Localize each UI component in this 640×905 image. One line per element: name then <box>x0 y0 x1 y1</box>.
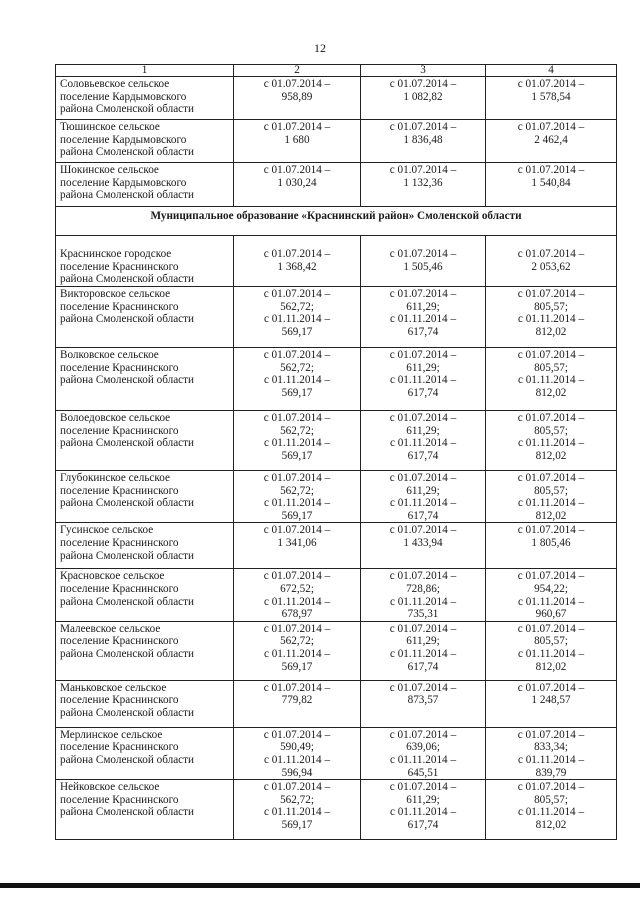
tariff-cell-c2 <box>234 287 361 348</box>
tariff-value-line: 611,29; <box>406 361 440 374</box>
tariff-value-line: 562,72; <box>280 793 314 806</box>
settlement-name-cell <box>56 236 234 287</box>
tariff-cell-c3 <box>361 569 486 621</box>
tariff-value-line: 569,17 <box>281 386 313 399</box>
table-row <box>56 348 617 411</box>
tariff-value-line: с 01.07.2014 – <box>517 164 585 176</box>
tariff-value-line: 1 505,46 <box>403 260 443 273</box>
tariff-value-line: с 01.11.2014 – <box>389 437 457 450</box>
tariff-cell-c3 <box>361 621 486 680</box>
settlement-name-line: поселение Краснинского <box>60 793 179 806</box>
tariff-value-line: 569,17 <box>281 509 313 522</box>
tariff-value-line: 617,74 <box>407 660 439 673</box>
tariff-value-line: 805,57; <box>534 484 568 497</box>
tariff-cell-c2 <box>234 680 361 727</box>
tariff-value-line: с 01.07.2014 – <box>263 164 331 176</box>
tariff-cell-c2 <box>234 471 361 523</box>
column-header-2: 2 <box>234 65 361 77</box>
tariff-cell-c3 <box>361 77 486 120</box>
settlement-name-line: района Смоленской области <box>60 146 195 159</box>
tariff-value-line: с 01.07.2014 – <box>389 781 457 794</box>
tariff-value-line: 678,97 <box>281 608 313 621</box>
tariff-value-line: 611,29; <box>406 484 440 497</box>
column-header-3: 3 <box>361 65 486 77</box>
tariff-value-line: с 01.07.2014 – <box>389 121 457 133</box>
tariff-cell-c4 <box>486 523 617 569</box>
tariff-cell-c3 <box>361 236 486 287</box>
settlement-name-line: района Смоленской области <box>60 647 195 660</box>
tariff-value-line: 954,22; <box>534 582 568 595</box>
settlement-name-cell <box>56 523 234 569</box>
tariff-value-line: с 01.07.2014 – <box>389 524 457 537</box>
tariff-value-line: с 01.11.2014 – <box>263 313 331 326</box>
tariff-value-line: 617,74 <box>407 509 439 522</box>
settlement-name-line: Тюшинское сельское <box>60 121 160 133</box>
tariff-value-line: 779,82 <box>281 694 313 707</box>
tariff-cell-c3 <box>361 163 486 207</box>
tariff-value-line: 617,74 <box>407 449 439 462</box>
tariff-value-line: 1 540,84 <box>531 176 571 189</box>
settlement-name-line: района Смоленской области <box>60 706 195 719</box>
settlement-name-line: района Смоленской области <box>60 103 195 116</box>
tariff-value-line: с 01.07.2014 – <box>263 472 331 484</box>
tariff-value-line: 639,06; <box>406 741 440 754</box>
tariff-value-line: 672,52; <box>280 582 314 595</box>
table-header <box>56 65 617 77</box>
table-body-krasninsky <box>56 236 617 840</box>
tariff-value-line: с 01.07.2014 – <box>389 349 457 361</box>
settlement-name-line: поселение Краснинского <box>60 484 179 497</box>
tariff-value-line: с 01.07.2014 – <box>263 248 331 260</box>
tariff-cell-c2 <box>234 523 361 569</box>
table-row <box>56 287 617 348</box>
settlement-name-cell <box>56 621 234 680</box>
tariff-cell-c3 <box>361 348 486 411</box>
settlement-name-cell <box>56 77 234 120</box>
tariff-value-line: с 01.07.2014 – <box>517 78 585 90</box>
tariff-value-line: 1 368,42 <box>277 260 317 273</box>
tariff-value-line: с 01.07.2014 – <box>389 78 457 90</box>
column-header-1: 1 <box>56 65 234 77</box>
tariff-value-line: 1 836,48 <box>403 133 443 146</box>
settlement-name-line: поселение Кардымовского <box>60 176 187 189</box>
tariff-value-line: 1 132,36 <box>403 176 443 189</box>
section-header-body <box>56 207 617 236</box>
tariff-value-line: 812,02 <box>535 386 567 399</box>
settlement-name-cell <box>56 120 234 163</box>
settlement-name-line: поселение Краснинского <box>60 260 179 273</box>
tariff-value-line: 1 805,46 <box>531 536 571 549</box>
tariff-value-line: 562,72; <box>280 361 314 374</box>
settlement-name-line: Викторовское сельское <box>60 288 171 300</box>
settlement-name-line: Шокинское сельское <box>60 164 159 176</box>
tariff-cell-c2 <box>234 569 361 621</box>
tariff-value-line: 873,57 <box>407 694 439 707</box>
settlement-name-line: Волковское сельское <box>60 349 159 361</box>
table-row <box>56 569 617 621</box>
tariff-value-line: 805,57; <box>534 793 568 806</box>
tariff-value-line: с 01.07.2014 – <box>263 681 331 694</box>
tariff-value-line: с 01.07.2014 – <box>517 472 585 484</box>
tariff-value-line: с 01.07.2014 – <box>389 570 457 583</box>
tariff-value-line: с 01.07.2014 – <box>263 728 331 741</box>
table-row <box>56 471 617 523</box>
tariff-value-line: с 01.07.2014 – <box>263 121 331 133</box>
tariff-value-line: 958,89 <box>281 90 313 103</box>
settlement-name-line: района Смоленской области <box>60 189 195 202</box>
tariff-value-line: с 01.07.2014 – <box>517 681 585 694</box>
tariff-cell-c3 <box>361 727 486 779</box>
tariff-cell-c4 <box>486 411 617 471</box>
tariff-cell-c2 <box>234 120 361 163</box>
settlement-name-line: Мерлинское сельское <box>60 728 163 741</box>
table-row <box>56 163 617 207</box>
tariff-value-line: 839,79 <box>535 766 567 779</box>
tariff-cell-c2 <box>234 621 361 680</box>
settlement-name-line: поселение Кардымовского <box>60 133 187 146</box>
settlement-name-line: района Смоленской области <box>60 753 195 766</box>
tariff-value-line: 728,86; <box>406 582 440 595</box>
tariff-value-line: 611,29; <box>406 793 440 806</box>
tariff-value-line: 805,57; <box>534 361 568 374</box>
settlement-name-line: поселение Краснинского <box>60 694 179 707</box>
tariff-cell-c3 <box>361 120 486 163</box>
settlement-name-line: района Смоленской области <box>60 374 195 387</box>
tariff-value-line: 812,02 <box>535 325 567 338</box>
tariff-value-line: 569,17 <box>281 449 313 462</box>
settlement-name-cell <box>56 727 234 779</box>
tariff-value-line: с 01.11.2014 – <box>263 437 331 450</box>
table-row <box>56 621 617 680</box>
settlement-name-line: района Смоленской области <box>60 595 195 608</box>
tariff-value-line: 562,72; <box>280 300 314 313</box>
tariff-value-line: с 01.07.2014 – <box>389 472 457 484</box>
tariff-value-line: с 01.11.2014 – <box>263 595 331 608</box>
tariff-value-line: 1 680 <box>284 133 310 146</box>
table-row <box>56 120 617 163</box>
tariff-cell-c4 <box>486 77 617 120</box>
tariff-cell-c2 <box>234 727 361 779</box>
tariff-value-line: с 01.07.2014 – <box>263 412 331 424</box>
tariff-value-line: с 01.07.2014 – <box>389 681 457 694</box>
tariff-cell-c2 <box>234 163 361 207</box>
tariff-value-line: с 01.11.2014 – <box>263 806 331 819</box>
tariff-cell-c3 <box>361 471 486 523</box>
page-number: 12 <box>314 41 326 55</box>
tariff-value-line: с 01.07.2014 – <box>263 622 331 635</box>
settlement-name-line: района Смоленской области <box>60 497 195 510</box>
tariff-value-line: 2 462,4 <box>534 133 568 146</box>
settlement-name-line: Соловьевское сельское <box>60 78 170 90</box>
tariff-value-line: 1 030,24 <box>277 176 317 189</box>
tariff-value-line: 805,57; <box>534 635 568 648</box>
settlement-name-line: района Смоленской области <box>60 806 195 819</box>
tariff-value-line: с 01.07.2014 – <box>263 570 331 583</box>
tariff-value-line: с 01.07.2014 – <box>517 570 585 583</box>
tariff-value-line: с 01.07.2014 – <box>517 622 585 635</box>
tariff-cell-c3 <box>361 780 486 840</box>
settlement-name-line: Маньковское сельское <box>60 681 167 694</box>
tariff-value-line: 1 082,82 <box>403 90 443 103</box>
tariff-cell-c4 <box>486 287 617 348</box>
settlement-name-line: поселение Краснинского <box>60 635 179 648</box>
tariff-cell-c4 <box>486 727 617 779</box>
tariff-value-line: 1 248,57 <box>531 694 571 707</box>
header-row <box>56 65 617 77</box>
bottom-divider <box>0 883 640 888</box>
tariff-value-line: 805,57; <box>534 424 568 437</box>
table-row <box>56 523 617 569</box>
tariff-value-line: 596,94 <box>281 766 313 779</box>
table-row <box>56 680 617 727</box>
tariff-value-line: с 01.07.2014 – <box>517 288 585 300</box>
tariff-value-line: 562,72; <box>280 484 314 497</box>
settlement-name-line: Гусинское сельское <box>60 524 154 537</box>
tariff-value-line: с 01.11.2014 – <box>389 313 457 326</box>
tariff-value-line: с 01.07.2014 – <box>389 164 457 176</box>
tariff-cell-c2 <box>234 411 361 471</box>
tariff-value-line: с 01.07.2014 – <box>517 248 585 260</box>
table-row <box>56 411 617 471</box>
tariff-value-line: 611,29; <box>406 635 440 648</box>
tariff-value-line: 1 341,06 <box>277 536 317 549</box>
tariff-value-line: с 01.11.2014 – <box>263 497 331 510</box>
tariff-value-line: с 01.11.2014 – <box>517 595 585 608</box>
tariff-value-line: с 01.11.2014 – <box>517 437 585 450</box>
tariff-value-line: 562,72; <box>280 424 314 437</box>
tariff-value-line: 735,31 <box>407 608 439 621</box>
tariff-value-line: с 01.11.2014 – <box>389 647 457 660</box>
table-row <box>56 77 617 120</box>
tariff-value-line: с 01.07.2014 – <box>263 78 331 90</box>
settlement-name-cell <box>56 569 234 621</box>
tariff-value-line: с 01.07.2014 – <box>389 248 457 260</box>
tariff-value-line: с 01.11.2014 – <box>263 374 331 387</box>
tariff-cell-c4 <box>486 680 617 727</box>
settlement-name-line: поселение Кардымовского <box>60 90 187 103</box>
tariff-value-line: с 01.07.2014 – <box>263 781 331 794</box>
settlement-name-cell <box>56 471 234 523</box>
settlement-name-cell <box>56 680 234 727</box>
tariff-value-line: 812,02 <box>535 818 567 831</box>
tariff-value-line: 812,02 <box>535 660 567 673</box>
tariff-value-line: с 01.11.2014 – <box>389 374 457 387</box>
settlement-name-cell <box>56 411 234 471</box>
tariff-value-line: с 01.07.2014 – <box>517 781 585 794</box>
tariff-value-line: 617,74 <box>407 386 439 399</box>
tariff-value-line: 611,29; <box>406 300 440 313</box>
tariff-value-line: с 01.07.2014 – <box>263 524 331 537</box>
tariff-value-line: 590,49; <box>280 741 314 754</box>
tariff-value-line: с 01.07.2014 – <box>517 121 585 133</box>
settlement-name-cell <box>56 348 234 411</box>
tariff-value-line: 617,74 <box>407 325 439 338</box>
settlement-name-line: поселение Краснинского <box>60 582 179 595</box>
tariff-cell-c2 <box>234 77 361 120</box>
tariff-table <box>55 64 617 840</box>
tariff-value-line: 645,51 <box>407 766 439 779</box>
settlement-name-line: поселение Краснинского <box>60 424 179 437</box>
tariff-cell-c2 <box>234 348 361 411</box>
section-row <box>56 207 617 236</box>
tariff-value-line: с 01.07.2014 – <box>517 349 585 361</box>
tariff-value-line: 833,34; <box>534 741 568 754</box>
settlement-name-line: поселение Краснинского <box>60 300 179 313</box>
tariff-value-line: с 01.07.2014 – <box>517 412 585 424</box>
settlement-name-line: района Смоленской области <box>60 549 195 562</box>
tariff-value-line: с 01.11.2014 – <box>517 313 585 326</box>
tariff-cell-c4 <box>486 780 617 840</box>
tariff-cell-c2 <box>234 780 361 840</box>
tariff-value-line: 1 433,94 <box>403 536 443 549</box>
tariff-cell-c4 <box>486 471 617 523</box>
tariff-value-line: с 01.11.2014 – <box>517 374 585 387</box>
tariff-value-line: с 01.11.2014 – <box>263 753 331 766</box>
tariff-value-line: 812,02 <box>535 449 567 462</box>
tariff-value-line: с 01.11.2014 – <box>389 497 457 510</box>
table-row <box>56 727 617 779</box>
settlement-name-line: поселение Краснинского <box>60 536 179 549</box>
tariff-value-line: 611,29; <box>406 424 440 437</box>
tariff-cell-c4 <box>486 120 617 163</box>
tariff-value-line: с 01.07.2014 – <box>263 349 331 361</box>
settlement-name-line: района Смоленской области <box>60 313 195 326</box>
tariff-value-line: 1 578,54 <box>531 90 571 103</box>
settlement-name-line: района Смоленской области <box>60 273 195 286</box>
tariff-value-line: с 01.11.2014 – <box>517 806 585 819</box>
tariff-value-line: с 01.11.2014 – <box>517 497 585 510</box>
tariff-value-line: с 01.07.2014 – <box>263 288 331 300</box>
column-header-4: 4 <box>486 65 617 77</box>
tariff-value-line: 960,67 <box>535 608 567 621</box>
settlement-name-line: Краснинское городское <box>60 248 172 260</box>
tariff-value-line: с 01.07.2014 – <box>389 728 457 741</box>
tariff-value-line: с 01.11.2014 – <box>263 647 331 660</box>
tariff-value-line: 562,72; <box>280 635 314 648</box>
settlement-name-cell <box>56 287 234 348</box>
settlement-name-line: Красновское сельское <box>60 570 165 583</box>
table-row <box>56 236 617 287</box>
tariff-value-line: 617,74 <box>407 818 439 831</box>
tariff-value-line: с 01.07.2014 – <box>517 524 585 537</box>
settlement-name-cell <box>56 780 234 840</box>
tariff-cell-c4 <box>486 621 617 680</box>
tariff-cell-c4 <box>486 236 617 287</box>
tariff-value-line: 569,17 <box>281 818 313 831</box>
settlement-name-line: Малеевское сельское <box>60 622 161 635</box>
tariff-value-line: с 01.11.2014 – <box>389 753 457 766</box>
tariff-cell-c3 <box>361 523 486 569</box>
tariff-value-line: с 01.07.2014 – <box>389 288 457 300</box>
table-body-kardymovsky <box>56 77 617 207</box>
tariff-cell-c3 <box>361 411 486 471</box>
tariff-value-line: с 01.07.2014 – <box>517 728 585 741</box>
settlement-name-line: поселение Краснинского <box>60 361 179 374</box>
tariff-value-line: с 01.11.2014 – <box>389 595 457 608</box>
tariff-value-line: с 01.07.2014 – <box>389 622 457 635</box>
tariff-value-line: с 01.07.2014 – <box>389 412 457 424</box>
tariff-value-line: 569,17 <box>281 660 313 673</box>
tariff-cell-c3 <box>361 287 486 348</box>
tariff-value-line: 812,02 <box>535 509 567 522</box>
tariff-value-line: с 01.11.2014 – <box>389 806 457 819</box>
tariff-cell-c3 <box>361 680 486 727</box>
tariff-value-line: 805,57; <box>534 300 568 313</box>
tariff-cell-c4 <box>486 348 617 411</box>
tariff-value-line: с 01.11.2014 – <box>517 647 585 660</box>
tariff-value-line: 569,17 <box>281 325 313 338</box>
settlement-name-line: Глубокинское сельское <box>60 472 170 484</box>
tariff-cell-c4 <box>486 569 617 621</box>
tariff-value-line: 2 053,62 <box>531 260 571 273</box>
tariff-cell-c4 <box>486 163 617 207</box>
tariff-cell-c2 <box>234 236 361 287</box>
settlement-name-line: района Смоленской области <box>60 437 195 450</box>
settlement-name-line: Волоедовское сельское <box>60 412 171 424</box>
settlement-name-line: поселение Краснинского <box>60 741 179 754</box>
tariff-value-line: с 01.11.2014 – <box>517 753 585 766</box>
section-title: Муниципальное образование «Краснинский район» Смоленской области <box>56 207 617 236</box>
settlement-name-line: Нейковское сельское <box>60 781 160 794</box>
settlement-name-cell <box>56 163 234 207</box>
table-row <box>56 780 617 840</box>
